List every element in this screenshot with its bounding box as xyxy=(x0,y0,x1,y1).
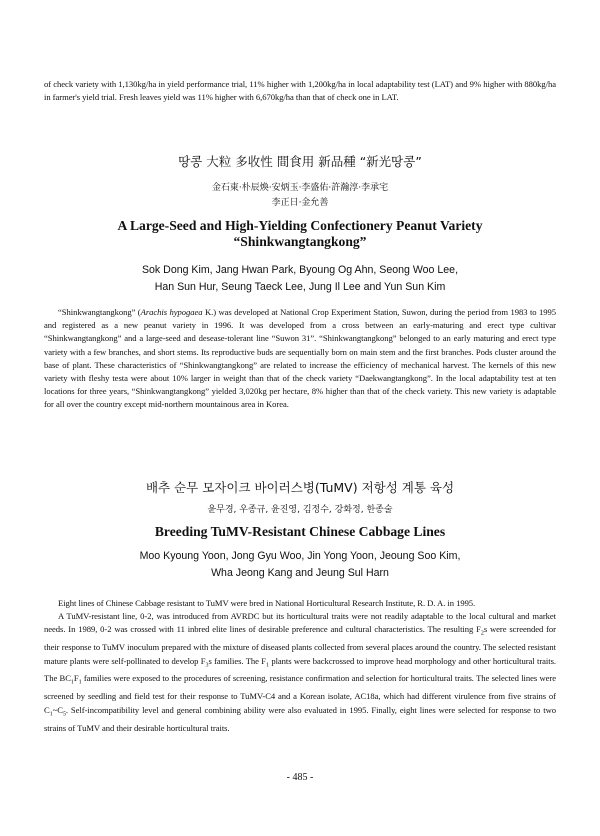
intro-paragraph xyxy=(44,78,556,104)
article1-abstract-part2: K.) was developed at National Crop Experiment Station, Suwon, during the period from 1983 to 1995 and registered as a new peanut variety in 1996. It was developed from a cross between an early-maturing and erect type cultivar “Shinkwangtangkong” and a large-seed and desease-tolerant line “Suwon 31”. “Shinkwangtangkong” belonged to an early maturing and erect type variety with a few branches, and short stems. Its reproductive buds are sequentially born on main stem and the first branches. Pods cluster around the base of plant. These characteristics of “Shinkwangtangkong” are related to increase the efficiency of mechanical harvest. The kernels of this new variety with fleshy testa were about 10% larger in weight than that of the check variety “Daekwangtangkong”. In the local adaptability test at ten locations for three years, “Shinkwangtangkong” yielded 3,020kg per hectare, 8% higher than that of the check variety. This new variety is adaptable for all over the country except mid-northern mountainous area in Korea. xyxy=(44,307,557,410)
page-number: - 485 - xyxy=(286,772,314,783)
subscript: 3 xyxy=(205,662,209,669)
article2-abstract-p2-part-e: F xyxy=(73,673,79,684)
article2-abstract-p2-part-a: A TuMV-resistant line, 0-2, was introduced from AVRDC but its horticultural traits were not readily adaptable to the local cultural and market needs. In 1989, 0-2 was crossed with 11 inbred elite lines of desirable preference and cultural characteristics. The resulting F xyxy=(44,611,556,635)
article1-korean-title: 땅콩 大粒 多收性 間食用 新品種 “新光땅콩” xyxy=(178,154,422,169)
article1-abstract xyxy=(44,306,556,412)
article2-english-authors xyxy=(0,548,600,582)
article2-abstract-p2-part-c: s families. The F xyxy=(208,655,267,666)
subscript: 1 xyxy=(49,711,53,718)
article1-english-authors-line2: Han Sun Hur, Seung Taeck Lee, Jung Il Lee and Yun Sun Kim xyxy=(154,281,446,293)
article1-korean-authors-line2: 李正日·金允善 xyxy=(271,198,329,208)
subscript: 1 xyxy=(266,662,269,669)
article2-korean-title: 배추 순무 모자이크 바이러스병(TuMV) 저항성 계통 육성 xyxy=(145,480,455,495)
article2-abstract xyxy=(44,597,556,735)
article1-english-authors xyxy=(0,262,600,296)
subscript: 5 xyxy=(62,711,66,718)
article1-english-authors-line1: Sok Dong Kim, Jang Hwan Park, Byoung Og Ahn, Seong Woo Lee, xyxy=(141,264,459,276)
article2-korean-authors: 윤무경, 우종규, 윤진영, 김정수, 강화정, 한종술 xyxy=(207,505,393,515)
subscript: 1 xyxy=(70,680,74,687)
article2-abstract-p1: Eight lines of Chinese Cabbage resistant to TuMV were bred in National Horticultural Research Institute, R. D. A. in 1995. xyxy=(58,598,476,608)
article2-abstract-p2-part-h: . Self-incompatibility level and general combining ability were also evaluated in 1995. Finally, eight lines were selected for response to two strains of TuMV and their desirable horticultural traits. xyxy=(44,704,556,733)
article1-english-title xyxy=(0,218,600,250)
article2-english-authors-line1: Moo Kyoung Yoon, Jong Gyu Woo, Jin Yong Yoon, Jeoung Soo Kim, xyxy=(139,550,461,562)
article1-korean-authors-line1: 金石東·朴辰煥·安炳玉·李盛佑·許瀚淳·李承宅 xyxy=(211,183,389,193)
subscript: 1 xyxy=(78,680,82,687)
article2-abstract-p2-part-d: plants were backcrossed to improve head morphology and other horticultural traits. The BC xyxy=(44,655,556,684)
intro-text: of check variety with 1,130kg/ha in yield performance trial, 11% higher with 1,200kg/ha in local adaptability test (LAT) and 9% higher with 880kg/ha in farmer's yield trial. Fresh leaves yield was 11% higher with 6,670kg/ha than that of check one in LAT. xyxy=(44,79,556,103)
article1-korean-authors xyxy=(0,181,600,211)
article1-english-title-line2: “Shinkwangtangkong” xyxy=(233,234,367,249)
subscript: 2 xyxy=(480,631,484,638)
article2-english-title: Breeding TuMV-Resistant Chinese Cabbage Lines xyxy=(154,524,446,539)
article2-abstract-p2 xyxy=(44,610,556,735)
article2-abstract-p2-part-g: ~C xyxy=(52,704,63,715)
article1-abstract-text xyxy=(44,306,556,412)
article1-english-title-line1: A Large-Seed and High-Yielding Confectionery Peanut Variety xyxy=(117,218,483,233)
article2-english-authors-line2: Wha Jeong Kang and Jeung Sul Harn xyxy=(211,567,389,579)
article1-species-name: Arachis hypogaea xyxy=(140,307,203,317)
article2-abstract-p2-part-f: families were exposed to the procedures of screening, resistance confirmation and selection for horticultural traits. The selected lines were screened by seedling and field test for their response to TuMV-C4 and a Korean isolate, AC18a, which had different virulence from five strains of C xyxy=(44,673,556,715)
article1-abstract-part1: “Shinkwangtangkong” ( xyxy=(58,307,141,317)
article2-abstract-p2-part-b: s were screended for their response to TuMV inoculum prepared with the mixture of diseased plants collected from several places around the country. The selected resistant mature plants were self-pollinated to develop F xyxy=(44,624,556,666)
